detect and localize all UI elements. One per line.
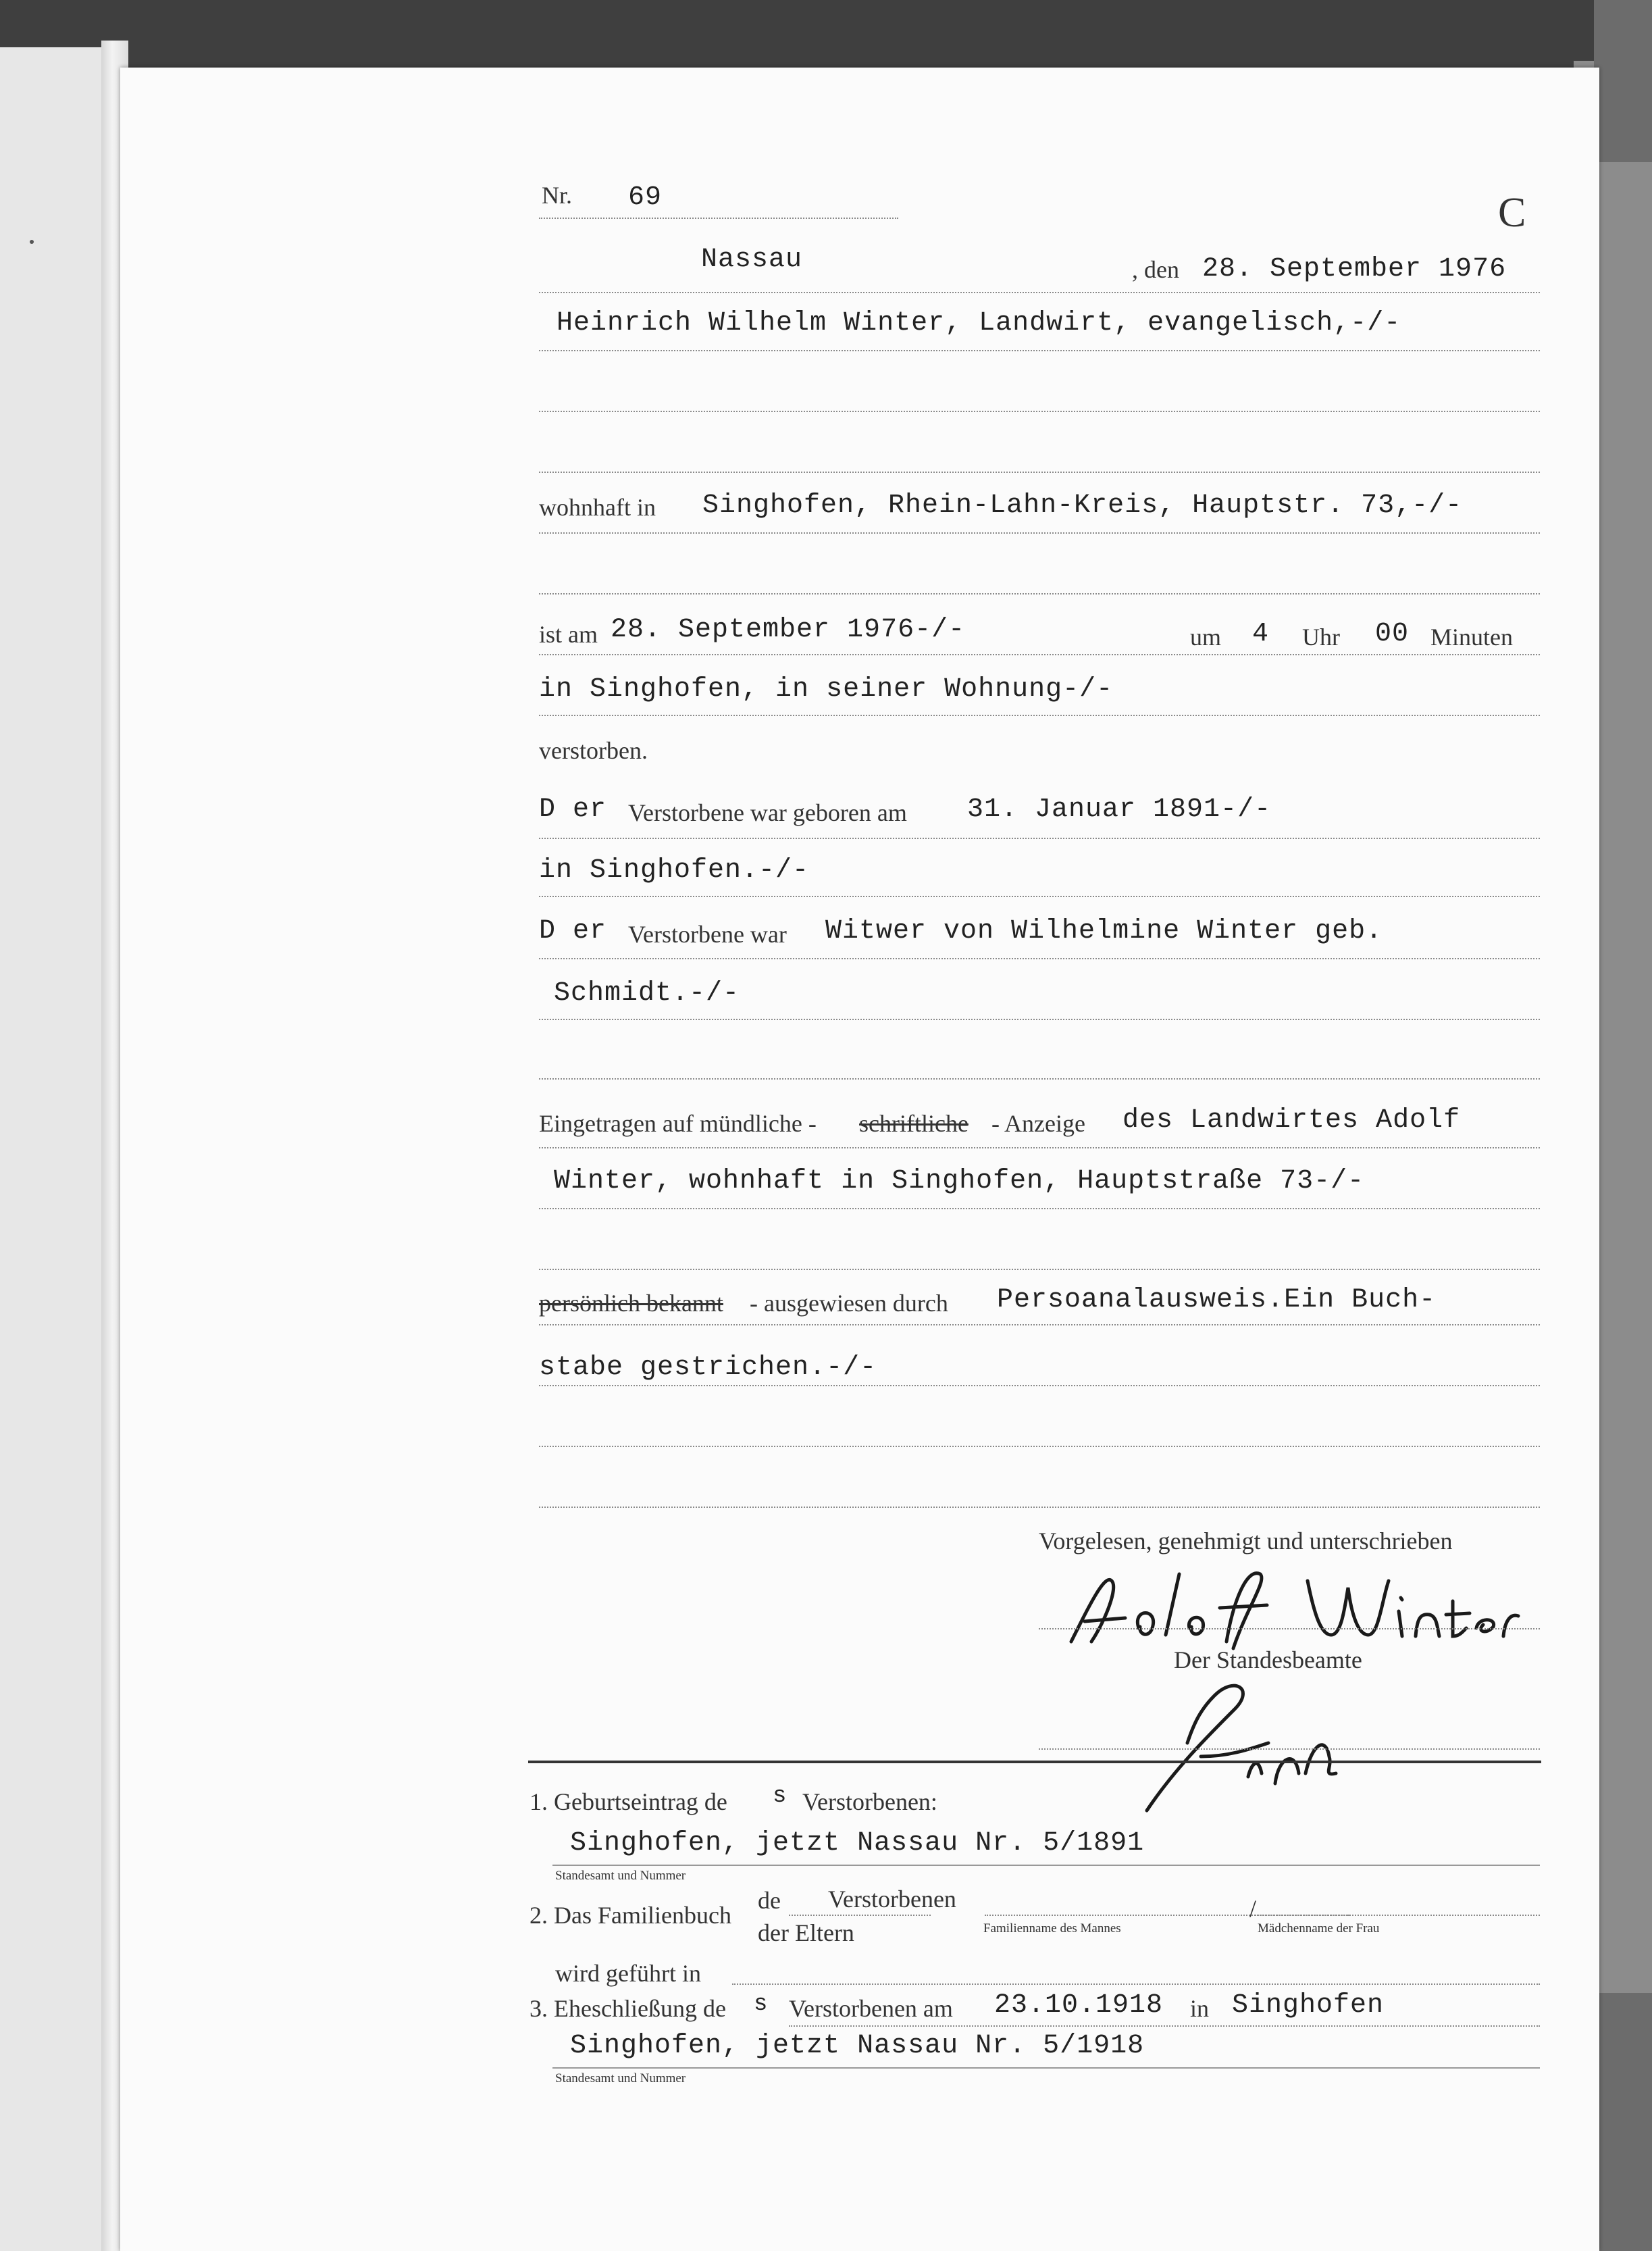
maedchenname-line xyxy=(1255,1915,1540,1916)
death-hour: 4 xyxy=(1252,619,1270,649)
footer-item1-suffix: s xyxy=(773,1784,788,1809)
footer-item3-place: Singhofen xyxy=(1232,1990,1385,2021)
official-signature xyxy=(1133,1621,1349,1824)
residence-line xyxy=(539,532,1540,534)
death-date-line xyxy=(539,654,1540,655)
footer-item1-line xyxy=(552,1865,1540,1866)
person-line-3 xyxy=(539,472,1540,473)
footer-item3-in: in xyxy=(1190,1995,1210,2022)
marital-value-1: Witwer von Wilhelmine Winter geb. xyxy=(825,916,1383,946)
footer-item1-label: 1. Geburtseintrag de xyxy=(530,1788,727,1815)
footer-item3-label-b: Verstorbenen am xyxy=(789,1995,953,2022)
marital-line-2 xyxy=(539,1019,1540,1020)
marital-label: Verstorbene war xyxy=(628,921,787,948)
person-line: Heinrich Wilhelm Winter, Landwirt, evangelisch,-/- xyxy=(557,308,1401,338)
verstorben-label: verstorben. xyxy=(539,737,648,764)
footer-item3-line-1 xyxy=(789,2025,1540,2027)
residence-label: wohnhaft in xyxy=(539,494,656,521)
identification-label: - ausgewiesen durch xyxy=(750,1290,948,1317)
footer-item1-value: Singhofen, jetzt Nassau Nr. 5/1891 xyxy=(570,1828,1145,1858)
registration-line-1 xyxy=(539,1147,1540,1148)
register-page xyxy=(120,68,1599,2251)
wird-label: wird geführt in xyxy=(555,1960,701,1987)
place-value: Nassau xyxy=(701,245,803,275)
date-prefix: , den xyxy=(1132,256,1179,283)
birth-prefix: D er xyxy=(539,794,607,825)
footer-item2-slash: / xyxy=(1249,1895,1257,1922)
minuten-label: Minuten xyxy=(1430,624,1513,651)
binder-corner-bottom xyxy=(1594,1993,1652,2251)
registration-value-2: Winter, wohnhaft in Singhofen, Hauptstraße 73-/- xyxy=(554,1166,1365,1196)
registration-label-a: Eingetragen auf mündliche - xyxy=(539,1110,817,1137)
familienname-label: Familienname des Mannes xyxy=(983,1921,1121,1936)
birth-date-line xyxy=(539,838,1540,839)
footer-item2-value: Verstorbenen xyxy=(828,1886,956,1913)
binder-corner-top xyxy=(1594,0,1652,162)
registration-label-struck: schriftliche xyxy=(859,1110,969,1137)
footer-item3-label: 3. Eheschließung de xyxy=(530,1995,726,2022)
identification-label-struck: persönlich bekannt xyxy=(539,1290,723,1317)
official-label: Der Standesbeamte xyxy=(1174,1646,1362,1673)
death-date-label: ist am xyxy=(539,621,598,648)
official-signature-line xyxy=(1039,1748,1540,1750)
registration-line-3 xyxy=(539,1269,1540,1270)
person-line-1 xyxy=(539,350,1540,351)
identification-line-4 xyxy=(539,1507,1540,1508)
registration-value-1: des Landwirtes Adolf xyxy=(1122,1105,1461,1136)
footer-item2-eltern: der Eltern xyxy=(758,1919,854,1946)
identification-line-2 xyxy=(539,1385,1540,1386)
registration-label-b: - Anzeige xyxy=(991,1110,1085,1137)
identification-value-2: stabe gestrichen.-/- xyxy=(539,1352,877,1383)
death-date-value: 28. September 1976-/- xyxy=(611,615,966,645)
footer-item2-label: 2. Das Familienbuch xyxy=(530,1902,731,1929)
marital-value-2: Schmidt.-/- xyxy=(554,978,740,1009)
footer-item3-date: 23.10.1918 xyxy=(994,1990,1164,2021)
um-label: um xyxy=(1190,624,1222,651)
residence-line-2 xyxy=(539,593,1540,595)
birth-label: Verstorbene war geboren am xyxy=(628,799,907,826)
death-place-line xyxy=(539,715,1540,716)
date-value: 28. September 1976 xyxy=(1202,254,1507,284)
nr-label: Nr. xyxy=(542,182,572,209)
footer-item3-line-2 xyxy=(552,2067,1540,2069)
identification-line-1 xyxy=(539,1324,1540,1325)
maedchenname-label: Mädchenname der Frau xyxy=(1258,1921,1380,1936)
person-line-2 xyxy=(539,411,1540,412)
residence-value: Singhofen, Rhein-Lahn-Kreis, Hauptstr. 73,-/- xyxy=(702,490,1463,521)
place-date-line xyxy=(539,292,1540,293)
identification-line-3 xyxy=(539,1446,1540,1447)
death-minutes: 00 xyxy=(1375,619,1410,649)
marital-prefix: D er xyxy=(539,916,607,946)
standesamt-label-2: Standesamt und Nummer xyxy=(555,2071,686,2085)
footer-rule xyxy=(528,1761,1541,1763)
margin-dot xyxy=(30,240,34,244)
footer-item3-suffix: s xyxy=(754,1992,769,2017)
birth-date: 31. Januar 1891-/- xyxy=(967,794,1272,825)
nr-line xyxy=(539,218,898,219)
footer-item3-value: Singhofen, jetzt Nassau Nr. 5/1918 xyxy=(570,2031,1145,2061)
form-letter: C xyxy=(1498,190,1526,236)
birth-place-line xyxy=(539,896,1540,897)
uhr-label: Uhr xyxy=(1302,624,1340,651)
wird-line xyxy=(732,1983,1540,1985)
marital-line-1 xyxy=(539,958,1540,959)
footer-item2-de-line xyxy=(789,1915,931,1916)
registration-line-2 xyxy=(539,1208,1540,1209)
identification-value-1: Persoanalausweis.Ein Buch- xyxy=(997,1285,1437,1315)
footer-item2-de: de xyxy=(758,1887,781,1914)
death-place: in Singhofen, in seiner Wohnung-/- xyxy=(539,674,1114,705)
marital-line-3 xyxy=(539,1078,1540,1080)
standesamt-label-1: Standesamt und Nummer xyxy=(555,1869,686,1883)
footer-item1-label-b: Verstorbenen: xyxy=(802,1788,937,1815)
read-approved-label: Vorgelesen, genehmigt und unterschrieben xyxy=(1039,1527,1453,1554)
nr-value: 69 xyxy=(628,182,663,213)
birth-place: in Singhofen.-/- xyxy=(539,855,810,886)
